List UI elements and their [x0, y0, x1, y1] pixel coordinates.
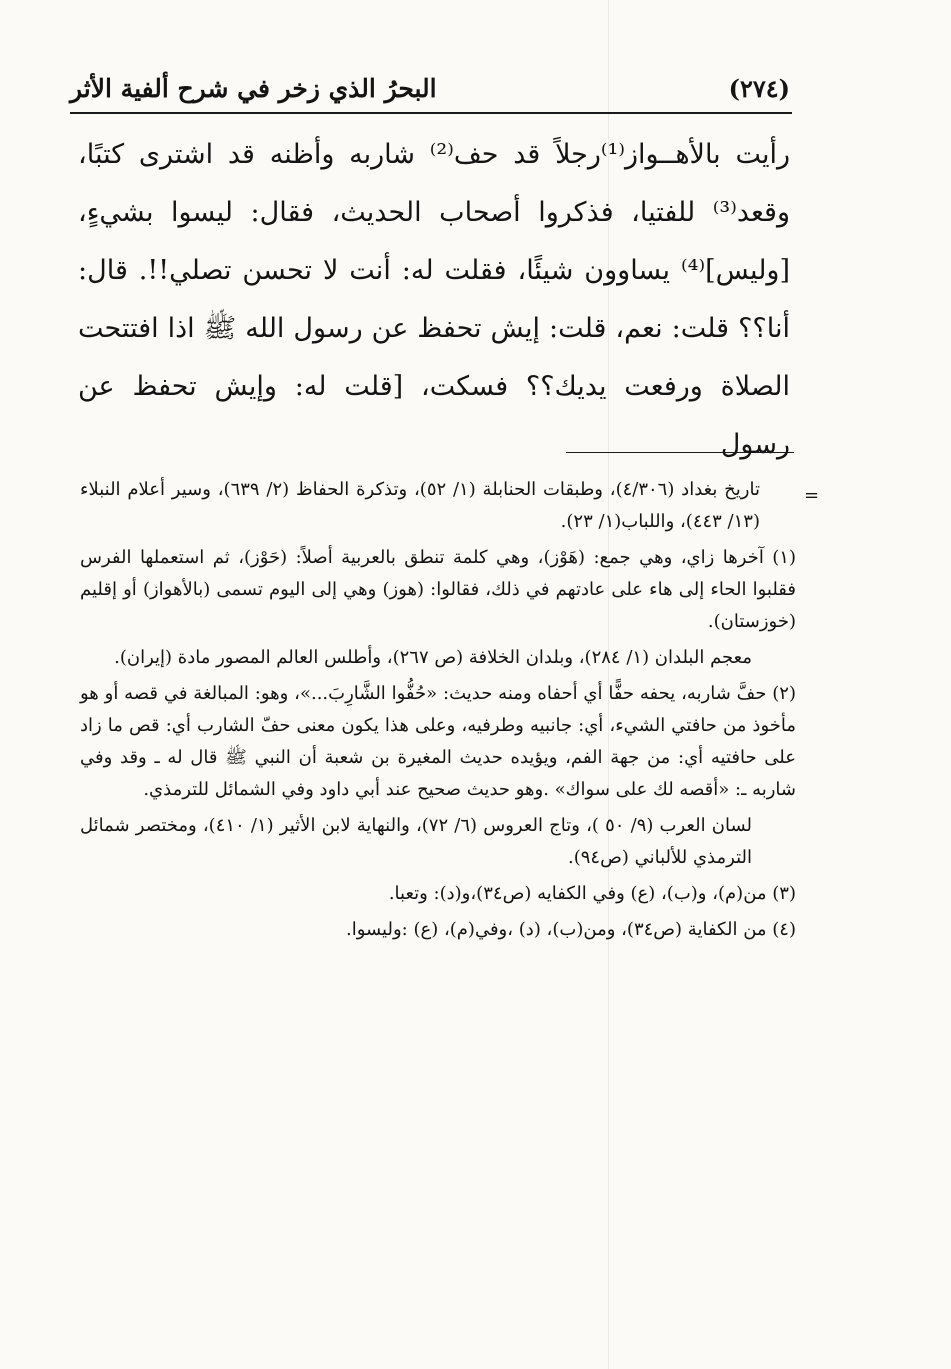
page-number: (٢٧٤) [728, 74, 790, 103]
running-title: البحرُ الذي زخر في شرح ألفية الأثر [70, 74, 437, 103]
footnote-4: (٤) من الكفاية (ص٣٤)، ومن(ب)، (د) ،وفي(م)، (ع) :وليسوا. [345, 919, 796, 940]
continuation-mark: = [804, 485, 820, 506]
footnote-2: (٢) حفَّ شاربه، يحفه حفًّا أي أحفاه ومنه حديث: «حُفُّوا الشَّارِبَ...»، وهو: المبالغة في قصه أو هو مأخوذ من حافتي الشيء، أي: جانبيه وطرفيه، وعلى هذا يكون معنى حفّ الشارب أي: قص ما زاد على حافتيه أي: من جهة الفم، ويؤيده حديث المغيرة بن شعبة أن النبي ﷺ قال له ـ وقد وفي شاربه ـ: «أقصه لك على سواك» .وهو حديث صحيح عند أبي داود وفي الشمائل للترمذي. [80, 683, 796, 800]
footnote-2-source: لسان العرب (٩/ ٥٠ )، وتاج العروس (٦/ ٧٢)، والنهاية لابن الأثير (١/ ٤١٠)، ومختصر شمائل الترمذي للألباني (ص٩٤). [80, 815, 752, 868]
footnotes [80, 474, 820, 950]
footnote-1: (١) آخرها زاي، وهي جمع: (هَوْز)، وهي كلمة تنطق بالعربية أصلاً: (حَوْز)، ثم استعملها الفرس فقلبوا الحاء إلى هاء على عادتهم في ذلك، فقالوا: (هوز) وهي إلى اليوم تسمى (بالأهواز) أو إقليم (خوزستان). [80, 547, 796, 632]
footnote-separator [566, 452, 794, 453]
footnote-1-source: معجم البلدان (١/ ٢٨٤)، وبلدان الخلافة (ص ٢٦٧)، وأطلس العالم المصور مادة (إيران). [114, 647, 752, 668]
footnote-continuation: تاريخ بغداد (٤/٣٠٦)، وطبقات الحنابلة (١/ ٥٢)، وتذكرة الحفاظ (٢/ ٦٣٩)، وسير أعلام النبلاء (١٣/ ٤٤٣)، واللباب(١/ ٢٣). [80, 479, 760, 532]
footnote-3: (٣) من(م)، و(ب)، (ع) وفي الكفايه (ص٣٤)،و(د): وتعبا. [388, 883, 796, 904]
page-header [70, 72, 792, 114]
main-text [78, 126, 790, 474]
body-paragraph: رأيت بالأهــواز⁽¹⁾رجلاً قد حف⁽²⁾ شاربه وأظنه قد اشترى كتبًا، وقعد⁽³⁾ للفتيا، فذكروا أصحاب الحديث، فقال: ليسوا بشيءٍ، [وليس]⁽⁴⁾ يساوون شيئًا، فقلت له: أنت لا تحسن تصلي!!. قال: أنا؟؟ قلت: نعم، قلت: إيش تحفظ عن رسول الله ﷺ اذا افتتحت الصلاة ورفعت يديك؟؟ فسكت، [قلت له: وإيش تحفظ عن رسول [78, 139, 791, 460]
